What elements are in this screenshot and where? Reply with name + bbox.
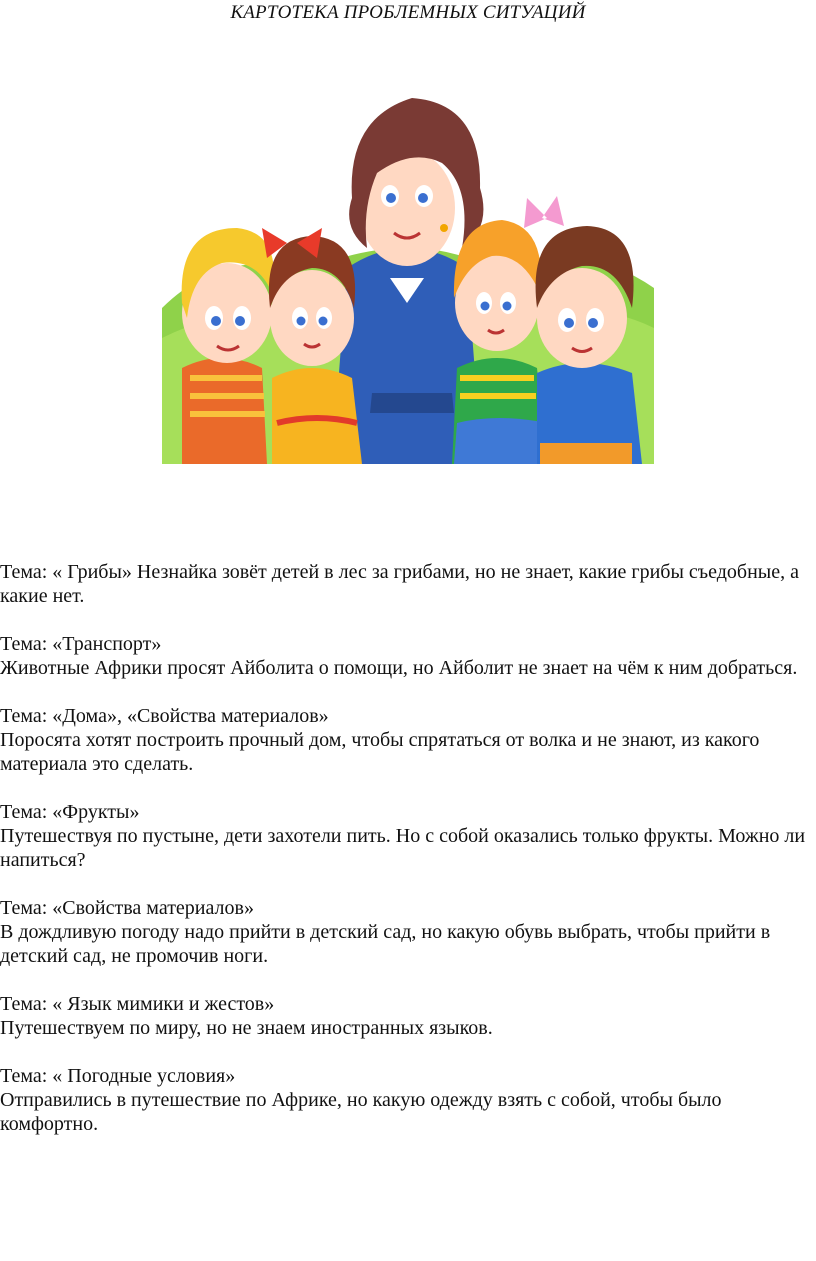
item-topic: Тема: «Свойства материалов» [0,897,254,919]
list-item [0,560,816,608]
list-item [0,1064,816,1136]
list-item [0,632,816,680]
list-item [0,800,816,872]
item-text: Путешествуя по пустыне, дети захотели пить. Но с собой оказались только фрукты. Можно ли напиться? [0,825,806,871]
item-text: Поросята хотят построить прочный дом, чтобы спрятаться от волка и не знают, из какого материала это сделать. [0,729,760,775]
item-text: Животные Африки просят Айболита о помощи, но Айболит не знает на чём к ним добраться. [0,657,798,679]
item-topic: Тема: « Язык мимики и жестов» [0,993,275,1015]
list-item [0,704,816,776]
document-title: КАРТОТЕКА ПРОБЛЕМНЫХ СИТУАЦИЙ [230,2,586,23]
item-text: Отправились в путешествие по Африке, но какую одежду взять с собой, чтобы было комфортно. [0,1089,722,1135]
teacher-with-children-illustration [162,78,654,464]
item-topic: Тема: «Фрукты» [0,801,140,823]
item-topic: Тема: « Погодные условия» [0,1065,236,1087]
item-topic: Тема: «Дома», «Свойства материалов» [0,705,329,727]
problem-situations-list [0,560,816,1160]
item-topic: Тема: « Грибы» Незнайка зовёт детей в лес за грибами, но не знает, какие грибы съедобные, а какие нет. [0,561,799,607]
item-text: Путешествуем по миру, но не знаем иностранных языков. [0,1017,493,1039]
item-topic: Тема: «Транспорт» [0,633,162,655]
item-text: В дождливую погоду надо прийти в детский сад, но какую обувь выбрать, чтобы прийти в детский сад, не промочив ноги. [0,921,771,967]
child-blond-boy [182,228,274,464]
list-item [0,992,816,1040]
list-item [0,896,816,968]
